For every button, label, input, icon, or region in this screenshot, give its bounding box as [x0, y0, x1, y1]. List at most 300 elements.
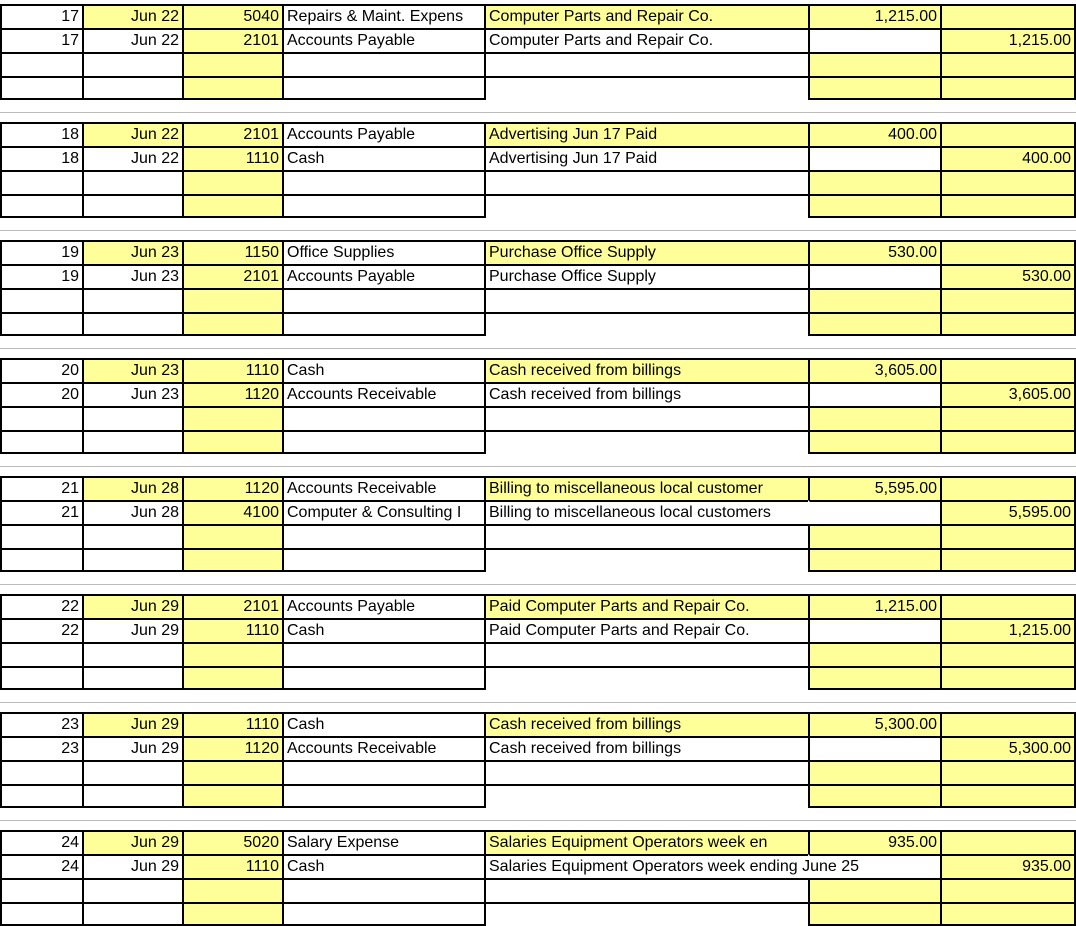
- date-cell[interactable]: [82, 240, 182, 264]
- entry-number-cell[interactable]: [0, 854, 82, 878]
- description-cell[interactable]: [484, 854, 859, 878]
- debit-cell[interactable]: [808, 194, 940, 218]
- entry-number-cell[interactable]: [0, 430, 82, 454]
- credit-cell[interactable]: [940, 594, 1076, 618]
- description-cell-text: Salaries Equipment Operators week ending June 25: [489, 858, 859, 875]
- account-code-cell[interactable]: [182, 642, 282, 666]
- blank-line: [0, 524, 1076, 548]
- date-cell[interactable]: [82, 288, 182, 312]
- debit-cell-text: 1,215.00: [874, 598, 937, 615]
- debit-cell[interactable]: [808, 76, 940, 100]
- date-cell[interactable]: [82, 784, 182, 808]
- credit-cell[interactable]: [940, 784, 1076, 808]
- entry-number-cell[interactable]: [0, 618, 82, 642]
- description-cell[interactable]: [484, 194, 808, 218]
- entry-number-cell-text: 20: [61, 362, 79, 379]
- date-cell[interactable]: [82, 430, 182, 454]
- debit-cell[interactable]: [808, 878, 940, 902]
- account-code-cell-text: 4100: [243, 504, 279, 521]
- credit-cell[interactable]: [940, 878, 1076, 902]
- blank-line: [0, 312, 1076, 336]
- entry-number-cell[interactable]: [0, 240, 82, 264]
- debit-cell[interactable]: [808, 146, 940, 170]
- debit-cell[interactable]: [808, 312, 940, 336]
- account-name-cell-text: Cash: [287, 858, 325, 875]
- credit-cell[interactable]: [940, 264, 1076, 288]
- debit-cell[interactable]: [808, 784, 940, 808]
- date-cell[interactable]: [82, 760, 182, 784]
- account-name-cell[interactable]: [282, 854, 484, 878]
- credit-cell[interactable]: [940, 52, 1076, 76]
- description-cell[interactable]: [484, 476, 808, 500]
- account-code-cell[interactable]: [182, 784, 282, 808]
- date-cell[interactable]: [82, 76, 182, 100]
- account-name-cell[interactable]: [282, 500, 484, 524]
- debit-cell[interactable]: [808, 122, 940, 146]
- block-separator: [0, 820, 1076, 821]
- credit-cell[interactable]: [940, 548, 1076, 572]
- account-name-cell[interactable]: [282, 666, 484, 690]
- debit-cell[interactable]: [808, 712, 940, 736]
- credit-cell[interactable]: [940, 500, 1076, 524]
- date-cell[interactable]: [82, 902, 182, 926]
- credit-cell[interactable]: [940, 194, 1076, 218]
- blank-line: [0, 76, 1076, 100]
- date-cell[interactable]: [82, 548, 182, 572]
- account-code-cell[interactable]: [182, 146, 282, 170]
- debit-cell[interactable]: [808, 430, 940, 454]
- credit-cell[interactable]: [940, 524, 1076, 548]
- entry-number-cell[interactable]: [0, 312, 82, 336]
- entry-number-cell[interactable]: [0, 548, 82, 572]
- account-code-cell-text: 2101: [243, 126, 279, 143]
- description-cell[interactable]: [484, 878, 808, 902]
- debit-cell[interactable]: [808, 288, 940, 312]
- account-name-cell[interactable]: [282, 784, 484, 808]
- account-name-cell-text: Cash: [287, 150, 325, 167]
- date-cell[interactable]: [82, 4, 182, 28]
- entry-number-cell-text: 22: [61, 622, 79, 639]
- credit-cell[interactable]: [940, 28, 1076, 52]
- blank-line: [0, 288, 1076, 312]
- debit-cell-text: 3,605.00: [874, 362, 937, 379]
- description-cell-text: Billing to miscellaneous local customer: [489, 480, 763, 497]
- entry-number-cell-text: 21: [61, 504, 79, 521]
- date-cell[interactable]: [82, 594, 182, 618]
- account-name-cell[interactable]: [282, 618, 484, 642]
- date-cell-text: Jun 28: [130, 480, 179, 497]
- entry-number-cell[interactable]: [0, 642, 82, 666]
- debit-cell[interactable]: [808, 618, 940, 642]
- credit-cell[interactable]: [940, 122, 1076, 146]
- account-name-cell-text: Accounts Receivable: [287, 740, 437, 757]
- journal-line: [0, 264, 1076, 288]
- entry-number-cell[interactable]: [0, 358, 82, 382]
- journal-line: [0, 476, 1076, 500]
- description-cell[interactable]: [484, 666, 808, 690]
- entry-number-cell[interactable]: [0, 264, 82, 288]
- description-cell[interactable]: [484, 240, 808, 264]
- account-name-cell[interactable]: [282, 312, 484, 336]
- debit-cell[interactable]: [808, 642, 940, 666]
- entry-number-cell[interactable]: [0, 382, 82, 406]
- description-cell[interactable]: [484, 406, 808, 430]
- description-cell[interactable]: [484, 830, 808, 854]
- account-name-cell[interactable]: [282, 736, 484, 760]
- entry-number-cell[interactable]: [0, 288, 82, 312]
- description-cell[interactable]: [484, 52, 808, 76]
- account-name-cell[interactable]: [282, 4, 484, 28]
- account-code-cell[interactable]: [182, 288, 282, 312]
- debit-cell[interactable]: [808, 736, 940, 760]
- block-separator: [0, 702, 1076, 703]
- debit-cell[interactable]: [808, 666, 940, 690]
- date-cell[interactable]: [82, 524, 182, 548]
- entry-number-cell[interactable]: [0, 902, 82, 926]
- credit-cell[interactable]: [940, 406, 1076, 430]
- credit-cell[interactable]: [940, 430, 1076, 454]
- credit-cell[interactable]: [940, 358, 1076, 382]
- account-name-cell[interactable]: [282, 594, 484, 618]
- block-separator: [0, 584, 1076, 585]
- credit-cell-text: 5,595.00: [1008, 504, 1071, 521]
- date-cell-text: Jun 23: [130, 386, 179, 403]
- description-cell[interactable]: [484, 548, 808, 572]
- description-cell[interactable]: [484, 76, 808, 100]
- description-cell[interactable]: [484, 430, 808, 454]
- entry-number-cell[interactable]: [0, 28, 82, 52]
- description-cell[interactable]: [484, 170, 808, 194]
- entry-number-cell[interactable]: [0, 500, 82, 524]
- account-name-cell[interactable]: [282, 194, 484, 218]
- debit-cell[interactable]: [808, 28, 940, 52]
- date-cell[interactable]: [82, 666, 182, 690]
- credit-cell[interactable]: [940, 476, 1076, 500]
- date-cell-text: Jun 22: [130, 32, 179, 49]
- journal-line: [0, 382, 1076, 406]
- debit-cell[interactable]: [808, 240, 940, 264]
- credit-cell[interactable]: [940, 146, 1076, 170]
- description-cell-text: Purchase Office Supply: [489, 244, 656, 261]
- account-code-cell[interactable]: [182, 500, 282, 524]
- date-cell-text: Jun 22: [130, 8, 179, 25]
- entry-number-cell[interactable]: [0, 760, 82, 784]
- account-name-cell[interactable]: [282, 548, 484, 572]
- account-code-cell[interactable]: [182, 736, 282, 760]
- entry-number-cell[interactable]: [0, 594, 82, 618]
- account-code-cell[interactable]: [182, 122, 282, 146]
- account-code-cell[interactable]: [182, 264, 282, 288]
- description-cell[interactable]: [484, 500, 808, 524]
- account-code-cell-text: 2101: [243, 32, 279, 49]
- account-name-cell[interactable]: [282, 52, 484, 76]
- credit-cell[interactable]: [940, 902, 1076, 926]
- date-cell[interactable]: [82, 854, 182, 878]
- description-cell-text: Paid Computer Parts and Repair Co.: [489, 598, 750, 615]
- entry-number-cell[interactable]: [0, 170, 82, 194]
- debit-cell[interactable]: [808, 760, 940, 784]
- description-cell[interactable]: [484, 618, 808, 642]
- credit-cell[interactable]: [940, 170, 1076, 194]
- date-cell[interactable]: [82, 476, 182, 500]
- debit-cell[interactable]: [808, 406, 940, 430]
- description-cell[interactable]: [484, 712, 808, 736]
- description-cell[interactable]: [484, 264, 808, 288]
- account-code-cell-text: 2101: [243, 598, 279, 615]
- date-cell[interactable]: [82, 618, 182, 642]
- account-name-cell-text: Cash: [287, 716, 325, 733]
- account-code-cell[interactable]: [182, 548, 282, 572]
- entry-number-cell-text: 21: [61, 480, 79, 497]
- description-cell[interactable]: [484, 382, 808, 406]
- debit-cell[interactable]: [808, 170, 940, 194]
- date-cell-text: Jun 23: [130, 244, 179, 261]
- entry-number-cell-text: 20: [61, 386, 79, 403]
- debit-cell[interactable]: [808, 500, 940, 524]
- date-cell-text: Jun 29: [130, 598, 179, 615]
- description-cell-text: Salaries Equipment Operators week en: [489, 834, 768, 851]
- account-name-cell[interactable]: [282, 122, 484, 146]
- debit-cell[interactable]: [808, 902, 940, 926]
- entry-number-cell-text: 23: [61, 740, 79, 757]
- credit-cell[interactable]: [940, 312, 1076, 336]
- account-name-cell[interactable]: [282, 288, 484, 312]
- description-cell[interactable]: [484, 288, 808, 312]
- credit-cell[interactable]: [940, 760, 1076, 784]
- credit-cell[interactable]: [940, 382, 1076, 406]
- account-name-cell-text: Accounts Payable: [287, 32, 416, 49]
- entry-number-cell[interactable]: [0, 194, 82, 218]
- account-name-cell-text: Salary Expense: [287, 834, 400, 851]
- date-cell[interactable]: [82, 52, 182, 76]
- account-code-cell[interactable]: [182, 476, 282, 500]
- account-name-cell[interactable]: [282, 878, 484, 902]
- account-name-cell[interactable]: [282, 28, 484, 52]
- entry-number-cell[interactable]: [0, 406, 82, 430]
- account-code-cell[interactable]: [182, 618, 282, 642]
- block-separator: [0, 348, 1076, 349]
- date-cell[interactable]: [82, 500, 182, 524]
- account-name-cell[interactable]: [282, 476, 484, 500]
- credit-cell[interactable]: [940, 736, 1076, 760]
- account-name-cell[interactable]: [282, 264, 484, 288]
- description-cell[interactable]: [484, 358, 808, 382]
- account-code-cell[interactable]: [182, 4, 282, 28]
- account-name-cell[interactable]: [282, 524, 484, 548]
- entry-number-cell[interactable]: [0, 784, 82, 808]
- entry-number-cell[interactable]: [0, 736, 82, 760]
- date-cell[interactable]: [82, 830, 182, 854]
- entry-number-cell[interactable]: [0, 830, 82, 854]
- account-code-cell[interactable]: [182, 712, 282, 736]
- account-code-cell[interactable]: [182, 76, 282, 100]
- account-name-cell[interactable]: [282, 830, 484, 854]
- description-cell-text: Cash received from billings: [489, 716, 682, 733]
- entry-number-cell-text: 18: [61, 150, 79, 167]
- account-name-cell[interactable]: [282, 170, 484, 194]
- description-cell[interactable]: [484, 642, 808, 666]
- entry-number-cell[interactable]: [0, 52, 82, 76]
- description-cell-text: Computer Parts and Repair Co.: [489, 32, 714, 49]
- description-cell-text: Cash received from billings: [489, 362, 682, 379]
- account-code-cell-text: 5040: [243, 8, 279, 25]
- credit-cell[interactable]: [940, 712, 1076, 736]
- entry-number-cell-text: 17: [61, 8, 79, 25]
- account-code-cell-text: 2101: [243, 268, 279, 285]
- entry-number-cell[interactable]: [0, 476, 82, 500]
- description-cell-text: Computer Parts and Repair Co.: [489, 8, 714, 25]
- credit-cell[interactable]: [940, 854, 1076, 878]
- date-cell[interactable]: [82, 712, 182, 736]
- account-name-cell[interactable]: [282, 430, 484, 454]
- account-code-cell[interactable]: [182, 430, 282, 454]
- account-code-cell[interactable]: [182, 52, 282, 76]
- description-cell-text: Paid Computer Parts and Repair Co.: [489, 622, 750, 639]
- entry-number-cell[interactable]: [0, 4, 82, 28]
- account-code-cell[interactable]: [182, 406, 282, 430]
- credit-cell[interactable]: [940, 288, 1076, 312]
- account-name-cell[interactable]: [282, 712, 484, 736]
- account-code-cell[interactable]: [182, 830, 282, 854]
- debit-cell[interactable]: [808, 476, 940, 500]
- date-cell[interactable]: [82, 406, 182, 430]
- description-cell[interactable]: [484, 312, 808, 336]
- date-cell[interactable]: [82, 382, 182, 406]
- date-cell[interactable]: [82, 264, 182, 288]
- account-code-cell-text: 1110: [245, 858, 279, 875]
- account-name-cell-text: Repairs & Maint. Expens: [287, 8, 464, 25]
- description-cell[interactable]: [484, 28, 808, 52]
- credit-cell[interactable]: [940, 642, 1076, 666]
- description-cell[interactable]: [484, 146, 808, 170]
- account-name-cell[interactable]: [282, 146, 484, 170]
- blank-line: [0, 760, 1076, 784]
- description-cell[interactable]: [484, 784, 808, 808]
- account-name-cell-text: Accounts Payable: [287, 126, 416, 143]
- date-cell[interactable]: [82, 878, 182, 902]
- journal-line: [0, 736, 1076, 760]
- credit-cell[interactable]: [940, 4, 1076, 28]
- entry-number-cell[interactable]: [0, 712, 82, 736]
- debit-cell[interactable]: [808, 382, 940, 406]
- account-code-cell-text: 1120: [244, 480, 279, 497]
- debit-cell-text: 400.00: [888, 126, 937, 143]
- account-code-cell[interactable]: [182, 312, 282, 336]
- account-code-cell[interactable]: [182, 854, 282, 878]
- date-cell-text: Jun 29: [130, 740, 179, 757]
- debit-cell[interactable]: [808, 4, 940, 28]
- date-cell[interactable]: [82, 170, 182, 194]
- block-separator: [0, 112, 1076, 113]
- journal-line: [0, 4, 1076, 28]
- account-name-cell[interactable]: [282, 902, 484, 926]
- account-code-cell[interactable]: [182, 878, 282, 902]
- account-code-cell[interactable]: [182, 240, 282, 264]
- account-name-cell[interactable]: [282, 382, 484, 406]
- description-cell[interactable]: [484, 736, 808, 760]
- account-code-cell[interactable]: [182, 358, 282, 382]
- credit-cell-text: 400.00: [1022, 150, 1071, 167]
- account-name-cell[interactable]: [282, 406, 484, 430]
- credit-cell[interactable]: [940, 240, 1076, 264]
- entry-number-cell[interactable]: [0, 878, 82, 902]
- date-cell[interactable]: [82, 642, 182, 666]
- credit-cell[interactable]: [940, 666, 1076, 690]
- account-code-cell[interactable]: [182, 524, 282, 548]
- entry-number-cell[interactable]: [0, 76, 82, 100]
- debit-cell[interactable]: [808, 524, 940, 548]
- account-name-cell[interactable]: [282, 76, 484, 100]
- account-name-cell[interactable]: [282, 358, 484, 382]
- account-code-cell[interactable]: [182, 194, 282, 218]
- account-name-cell[interactable]: [282, 760, 484, 784]
- blank-line: [0, 406, 1076, 430]
- journal-line: [0, 358, 1076, 382]
- date-cell[interactable]: [82, 194, 182, 218]
- account-code-cell[interactable]: [182, 28, 282, 52]
- description-cell[interactable]: [484, 524, 808, 548]
- debit-cell[interactable]: [808, 264, 940, 288]
- account-code-cell-text: 1110: [245, 622, 279, 639]
- date-cell[interactable]: [82, 358, 182, 382]
- account-name-cell-text: Cash: [287, 362, 325, 379]
- debit-cell[interactable]: [808, 548, 940, 572]
- debit-cell[interactable]: [808, 52, 940, 76]
- debit-cell[interactable]: [808, 830, 940, 854]
- date-cell[interactable]: [82, 28, 182, 52]
- date-cell[interactable]: [82, 122, 182, 146]
- account-name-cell-text: Cash: [287, 622, 325, 639]
- journal-line: [0, 594, 1076, 618]
- credit-cell-text: 530.00: [1022, 268, 1071, 285]
- debit-cell[interactable]: [808, 594, 940, 618]
- description-cell[interactable]: [484, 4, 808, 28]
- entry-number-cell-text: 24: [61, 834, 79, 851]
- blank-line: [0, 430, 1076, 454]
- date-cell[interactable]: [82, 736, 182, 760]
- entry-number-cell[interactable]: [0, 666, 82, 690]
- credit-cell[interactable]: [940, 618, 1076, 642]
- debit-cell[interactable]: [808, 358, 940, 382]
- date-cell[interactable]: [82, 312, 182, 336]
- journal-line: [0, 712, 1076, 736]
- account-code-cell[interactable]: [182, 594, 282, 618]
- entry-number-cell-text: 24: [61, 858, 79, 875]
- description-cell-text: Billing to miscellaneous local customers: [489, 504, 771, 521]
- debit-cell-text: 935.00: [888, 834, 937, 851]
- credit-cell[interactable]: [940, 830, 1076, 854]
- date-cell[interactable]: [82, 146, 182, 170]
- description-cell[interactable]: [484, 594, 808, 618]
- account-code-cell[interactable]: [182, 902, 282, 926]
- entry-number-cell[interactable]: [0, 524, 82, 548]
- account-name-cell[interactable]: [282, 240, 484, 264]
- entry-number-cell[interactable]: [0, 146, 82, 170]
- account-code-cell-text: 5020: [243, 834, 279, 851]
- entry-number-cell[interactable]: [0, 122, 82, 146]
- credit-cell[interactable]: [940, 76, 1076, 100]
- account-code-cell[interactable]: [182, 760, 282, 784]
- account-name-cell[interactable]: [282, 642, 484, 666]
- description-cell[interactable]: [484, 760, 808, 784]
- account-code-cell[interactable]: [182, 170, 282, 194]
- account-code-cell[interactable]: [182, 382, 282, 406]
- description-cell[interactable]: [484, 122, 808, 146]
- block-separator: [0, 466, 1076, 467]
- credit-cell-text: 5,300.00: [1008, 740, 1071, 757]
- description-cell[interactable]: [484, 902, 808, 926]
- account-code-cell[interactable]: [182, 666, 282, 690]
